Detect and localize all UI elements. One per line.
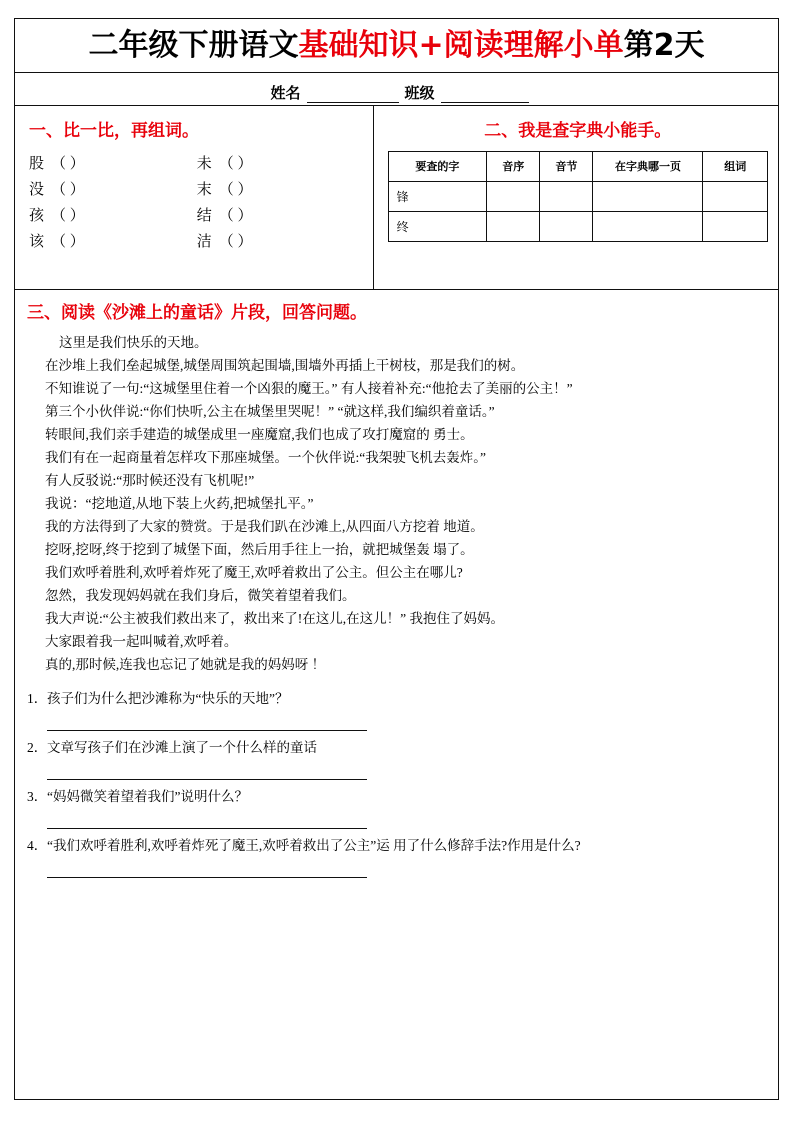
- word-cell: [29, 203, 197, 229]
- title-part-2: 基础知识+阅读理解小单: [298, 28, 624, 63]
- answer-paren[interactable]: （ ）: [51, 155, 85, 172]
- col-header-page: 在字典哪一页: [593, 151, 703, 181]
- answer-paren[interactable]: （ ）: [218, 207, 253, 224]
- word-pairs-grid: [29, 151, 365, 255]
- passage-line: 我大声说:“公主被我们救出来了，救出来了!在这儿,在这儿！” 我抱住了妈妈。: [45, 610, 504, 626]
- question-number: 2．: [27, 739, 48, 755]
- cell-syllable[interactable]: [540, 181, 593, 211]
- char: 未: [196, 155, 212, 172]
- question-list: [15, 676, 778, 878]
- dictionary-table: [388, 151, 768, 242]
- cell-page[interactable]: [593, 211, 703, 241]
- table-row: [388, 211, 767, 241]
- question-number: 1．: [27, 690, 48, 706]
- passage-line: 在沙堆上我们垒起城堡,城堡周围筑起围墙,围墙外再插上干树枝，那是我们的树。: [45, 357, 525, 373]
- answer-paren[interactable]: （ ）: [51, 181, 85, 198]
- word-pair-row: [29, 203, 365, 229]
- word-pair-row: [29, 177, 365, 203]
- word-cell: [29, 151, 197, 177]
- word-cell: [197, 229, 365, 255]
- class-input-blank[interactable]: [441, 87, 529, 103]
- passage-line: 我们有在一起商量着怎样攻下那座城堡。一个伙伴说:“我架驶飞机去轰炸。”: [45, 449, 486, 465]
- table-row: [388, 181, 767, 211]
- answer-line[interactable]: [47, 765, 367, 780]
- question-item: [27, 689, 760, 731]
- cell-initial[interactable]: [487, 211, 540, 241]
- question-item: [27, 738, 760, 780]
- name-input-blank[interactable]: [307, 87, 399, 103]
- section-1-heading: 一、比一比，再组词。: [29, 120, 199, 141]
- passage-line: 我的方法得到了大家的赞赏。于是我们趴在沙滩上,从四面八方挖着 地道。: [45, 518, 484, 534]
- section-2: [374, 106, 778, 289]
- page-title: [21, 29, 772, 64]
- cell-syllable[interactable]: [540, 211, 593, 241]
- passage-line: 挖呀,挖呀,终于挖到了城堡下面，然后用手往上一抬，就把城堡轰 塌了。: [45, 541, 474, 557]
- question-item: [27, 836, 760, 878]
- answer-line[interactable]: [47, 814, 367, 829]
- passage-line: 这里是我们快乐的天地。: [59, 334, 208, 350]
- section-1: [15, 106, 374, 289]
- worksheet-border: [14, 18, 779, 1100]
- word-cell: [29, 229, 197, 255]
- answer-line[interactable]: [47, 716, 367, 731]
- col-header-word: 组词: [703, 151, 768, 181]
- name-label: 姓名: [270, 83, 301, 102]
- char: 股: [29, 155, 45, 172]
- answer-paren[interactable]: （ ）: [51, 233, 85, 250]
- col-header-char: 要查的字: [388, 151, 487, 181]
- question-text: “妈妈微笑着望着我们”说明什么？: [47, 788, 248, 804]
- passage-line: 我说：“挖地道,从地下装上火药,把城堡扎平。”: [45, 495, 314, 511]
- question-item: [27, 787, 760, 829]
- col-header-syllable: 音节: [540, 151, 593, 181]
- section-2-heading: 二、我是查字典小能手。: [484, 120, 672, 141]
- title-part-1: 二年级下册语文: [88, 28, 299, 63]
- char: 该: [29, 233, 45, 250]
- word-cell: [197, 203, 365, 229]
- passage-line: 忽然，我发现妈妈就在我们身后，微笑着望着我们。: [45, 587, 356, 603]
- cell-word[interactable]: [703, 181, 768, 211]
- char: 孩: [29, 207, 45, 224]
- word-cell: [197, 151, 365, 177]
- cell-page[interactable]: [593, 181, 703, 211]
- question-number: 3．: [27, 788, 48, 804]
- char: 结: [196, 207, 212, 224]
- col-header-initial: 音序: [487, 151, 540, 181]
- cell-char: 锋: [388, 181, 487, 211]
- class-label: 班级: [404, 83, 435, 102]
- cell-initial[interactable]: [487, 181, 540, 211]
- question-number: 4．: [27, 837, 48, 853]
- word-pair-row: [29, 229, 365, 255]
- answer-paren[interactable]: （ ）: [218, 155, 253, 172]
- answer-line[interactable]: [47, 863, 367, 878]
- passage-line: 转眼间,我们亲手建造的城堡成里一座魔窟,我们也成了攻打魔窟的 勇士。: [45, 426, 474, 442]
- passage-line: 不知谁说了一句:“这城堡里住着一个凶狠的魔王。” 有人接着补充:“他抢去了美丽的公主！”: [45, 380, 573, 396]
- char: 洁: [196, 233, 212, 250]
- title-row: [15, 19, 778, 73]
- passage-line: 我们欢呼着胜利,欢呼着炸死了魔王,欢呼着救出了公主。但公主在哪儿?: [45, 564, 463, 580]
- cell-char: 终: [388, 211, 487, 241]
- answer-paren[interactable]: （ ）: [218, 181, 253, 198]
- passage-line: 第三个小伙伴说:“你们快听,公主在城堡里哭呢！” “就这样,我们编织着童话。”: [45, 403, 495, 419]
- question-text: 孩子们为什么把沙滩称为“快乐的天地”？: [47, 690, 289, 706]
- char: 末: [196, 181, 212, 198]
- reading-passage: [15, 327, 778, 676]
- passage-line: 有人反驳说:“那时候还没有飞机呢!”: [45, 472, 255, 488]
- word-cell: [197, 177, 365, 203]
- answer-paren[interactable]: （ ）: [51, 207, 85, 224]
- title-part-3: 第2天: [623, 28, 705, 63]
- answer-paren[interactable]: （ ）: [218, 233, 253, 250]
- word-pair-row: [29, 151, 365, 177]
- section-1-2-container: [15, 106, 778, 290]
- cell-word[interactable]: [703, 211, 768, 241]
- word-cell: [29, 177, 197, 203]
- passage-line: 真的,那时候,连我也忘记了她就是我的妈妈呀 ！: [45, 656, 326, 672]
- char: 没: [29, 181, 45, 198]
- passage-line: 大家跟着我一起叫喊着,欢呼着。: [45, 633, 238, 649]
- section-3-heading: 三、阅读《沙滩上的童话》片段，回答问题。: [27, 302, 367, 323]
- question-text: “我们欢呼着胜利,欢呼着炸死了魔王,欢呼着救出了公主”运 用了什么修辞手法?作用是什么?: [47, 837, 581, 853]
- table-header-row: [388, 151, 767, 181]
- question-text: 文章写孩子们在沙滩上演了一个什么样的童话: [47, 739, 317, 755]
- student-info-row: [15, 73, 778, 106]
